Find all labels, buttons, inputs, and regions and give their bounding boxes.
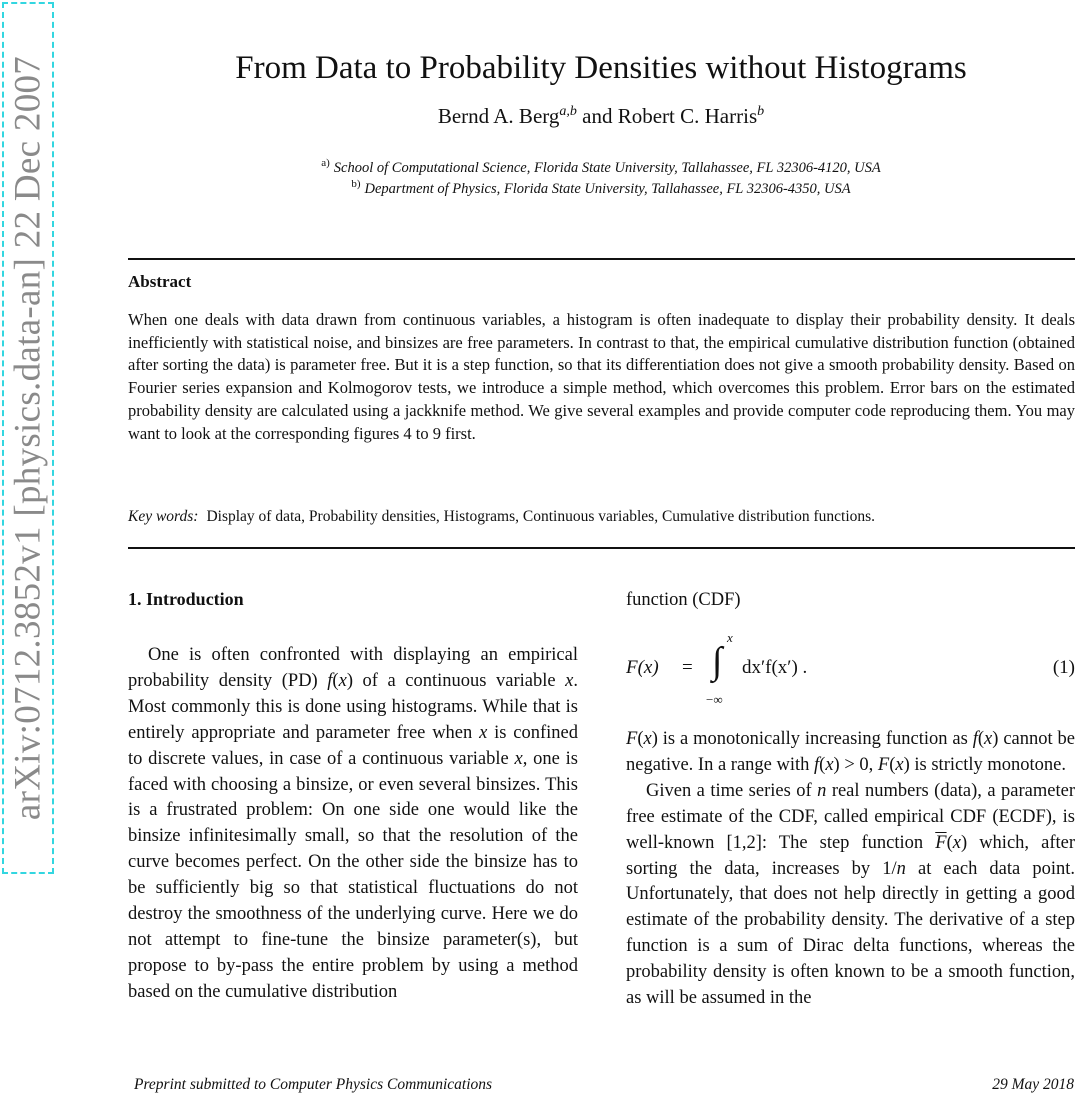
keywords-text: Display of data, Probability densities, Histograms, Continuous variables, Cumulative distribution functions. (206, 508, 876, 525)
affiliation-a (128, 157, 1074, 177)
abstract-body: When one deals with data drawn from continuous variables, a histogram is often inadequate to display their probability density. It deals inefficiently with statistical noise, and binsizes are free parameters. In contrast to that, the empirical cumulative distribution function (obtained after sorting the data) is parameter free. But it is a step function, so that its differentiation does not give a smooth probability density. Based on Fourier series expansion and Kolmogorov tests, we introduce a simple method, which overcomes this problem. Error bars on the estimated probability density are calculated using a jackknife method. We give several examples and provide computer code reproducing them. You may want to look at the corresponding figures 4 to 9 first. (128, 310, 1075, 443)
author-affil-mark: a,b (559, 104, 577, 119)
abstract-heading: Abstract (128, 272, 192, 291)
equation-lhs: F(x) (626, 657, 659, 678)
paper-title: From Data to Probability Densities without Histograms (235, 50, 967, 86)
integral-sign: ∫ (712, 640, 723, 682)
intro-paragraph: One is often confronted with displaying an empirical probability density (PD) f(x) of a continuous variable x. Most commonly this is done using histograms. While that is entirely appropriate and parameter free when x is confined to discrete values, in case of a continuous variable x, one is faced with choosing a binsize, or even several binsizes. This is a frustrated problem: On one side one would like the binsize infinitesimally small, so that the resolution of the curve becomes perfect. On the other side the binsize has to be sufficiently big so that statistical fluctuations do not destroy the smoothness of the underlying curve. Here we do not attempt to fine-tune the binsize parameter(s), but propose to by-pass the entire problem by using a method based on the cumulative distribution (128, 645, 579, 1002)
left-column (128, 643, 578, 1006)
equation-1 (626, 630, 1075, 710)
author-affil-mark: b (757, 104, 765, 119)
author-line (128, 104, 1074, 129)
footer-preprint-note: Preprint submitted to Computer Physics Communications (134, 1076, 493, 1093)
abstract-bottom-rule (128, 547, 1075, 549)
arxiv-stamp-text: arXiv:0712.3852v1 [physics.data-an] 22 Dec 2007 (7, 55, 49, 821)
affiliation-text: Department of Physics, Florida State University, Tallahassee, FL 32306-4350, USA (364, 180, 851, 197)
footer-date: 29 May 2018 (992, 1076, 1074, 1093)
right-column-top (626, 588, 1075, 614)
author-name: Robert C. Harris (617, 104, 758, 128)
keywords (128, 508, 1075, 526)
integral-upper-limit: x (727, 630, 733, 645)
affiliation-text: School of Computational Science, Florida State University, Tallahassee, FL 32306-4120, USA (333, 159, 881, 176)
abstract-top-rule (128, 258, 1075, 260)
section-heading: 1. Introduction (128, 589, 244, 609)
integral-lower-limit: −∞ (706, 692, 723, 707)
cdf-lead-in: function (CDF) (626, 590, 741, 610)
affiliation-mark: b) (351, 178, 361, 190)
arxiv-stamp (2, 2, 54, 874)
affiliation-mark: a) (321, 157, 330, 169)
affiliation-b (128, 178, 1074, 198)
cdf-paragraph: F(x) is a monotonically increasing function as f(x) cannot be negative. In a range with f(x) > 0, F(x) is strictly monotone. (626, 729, 1075, 775)
equation-number: (1) (1052, 657, 1075, 678)
equation-equals: = (682, 657, 693, 678)
author-conjunction: and (576, 104, 618, 128)
author-name: Bernd A. Berg (437, 104, 560, 128)
keywords-label: Key words: (128, 508, 199, 525)
ecdf-paragraph: Given a time series of n real numbers (data), a parameter free estimate of the CDF, called empirical CDF (ECDF), is well-known [1,2]: The step function $\overline{F}(x)$ which, after sorting the data, increases by 1/n at each data point. Unfortunately, that does not help directly in getting a good estimate of the probability density. The derivative of a step function is a sum of Dirac delta functions, whereas the probability density is often known to be a smooth function, as will be assumed in the (626, 780, 1075, 1009)
right-column (626, 727, 1075, 1012)
equation-integrand: dx′f(x′) . (742, 657, 808, 678)
